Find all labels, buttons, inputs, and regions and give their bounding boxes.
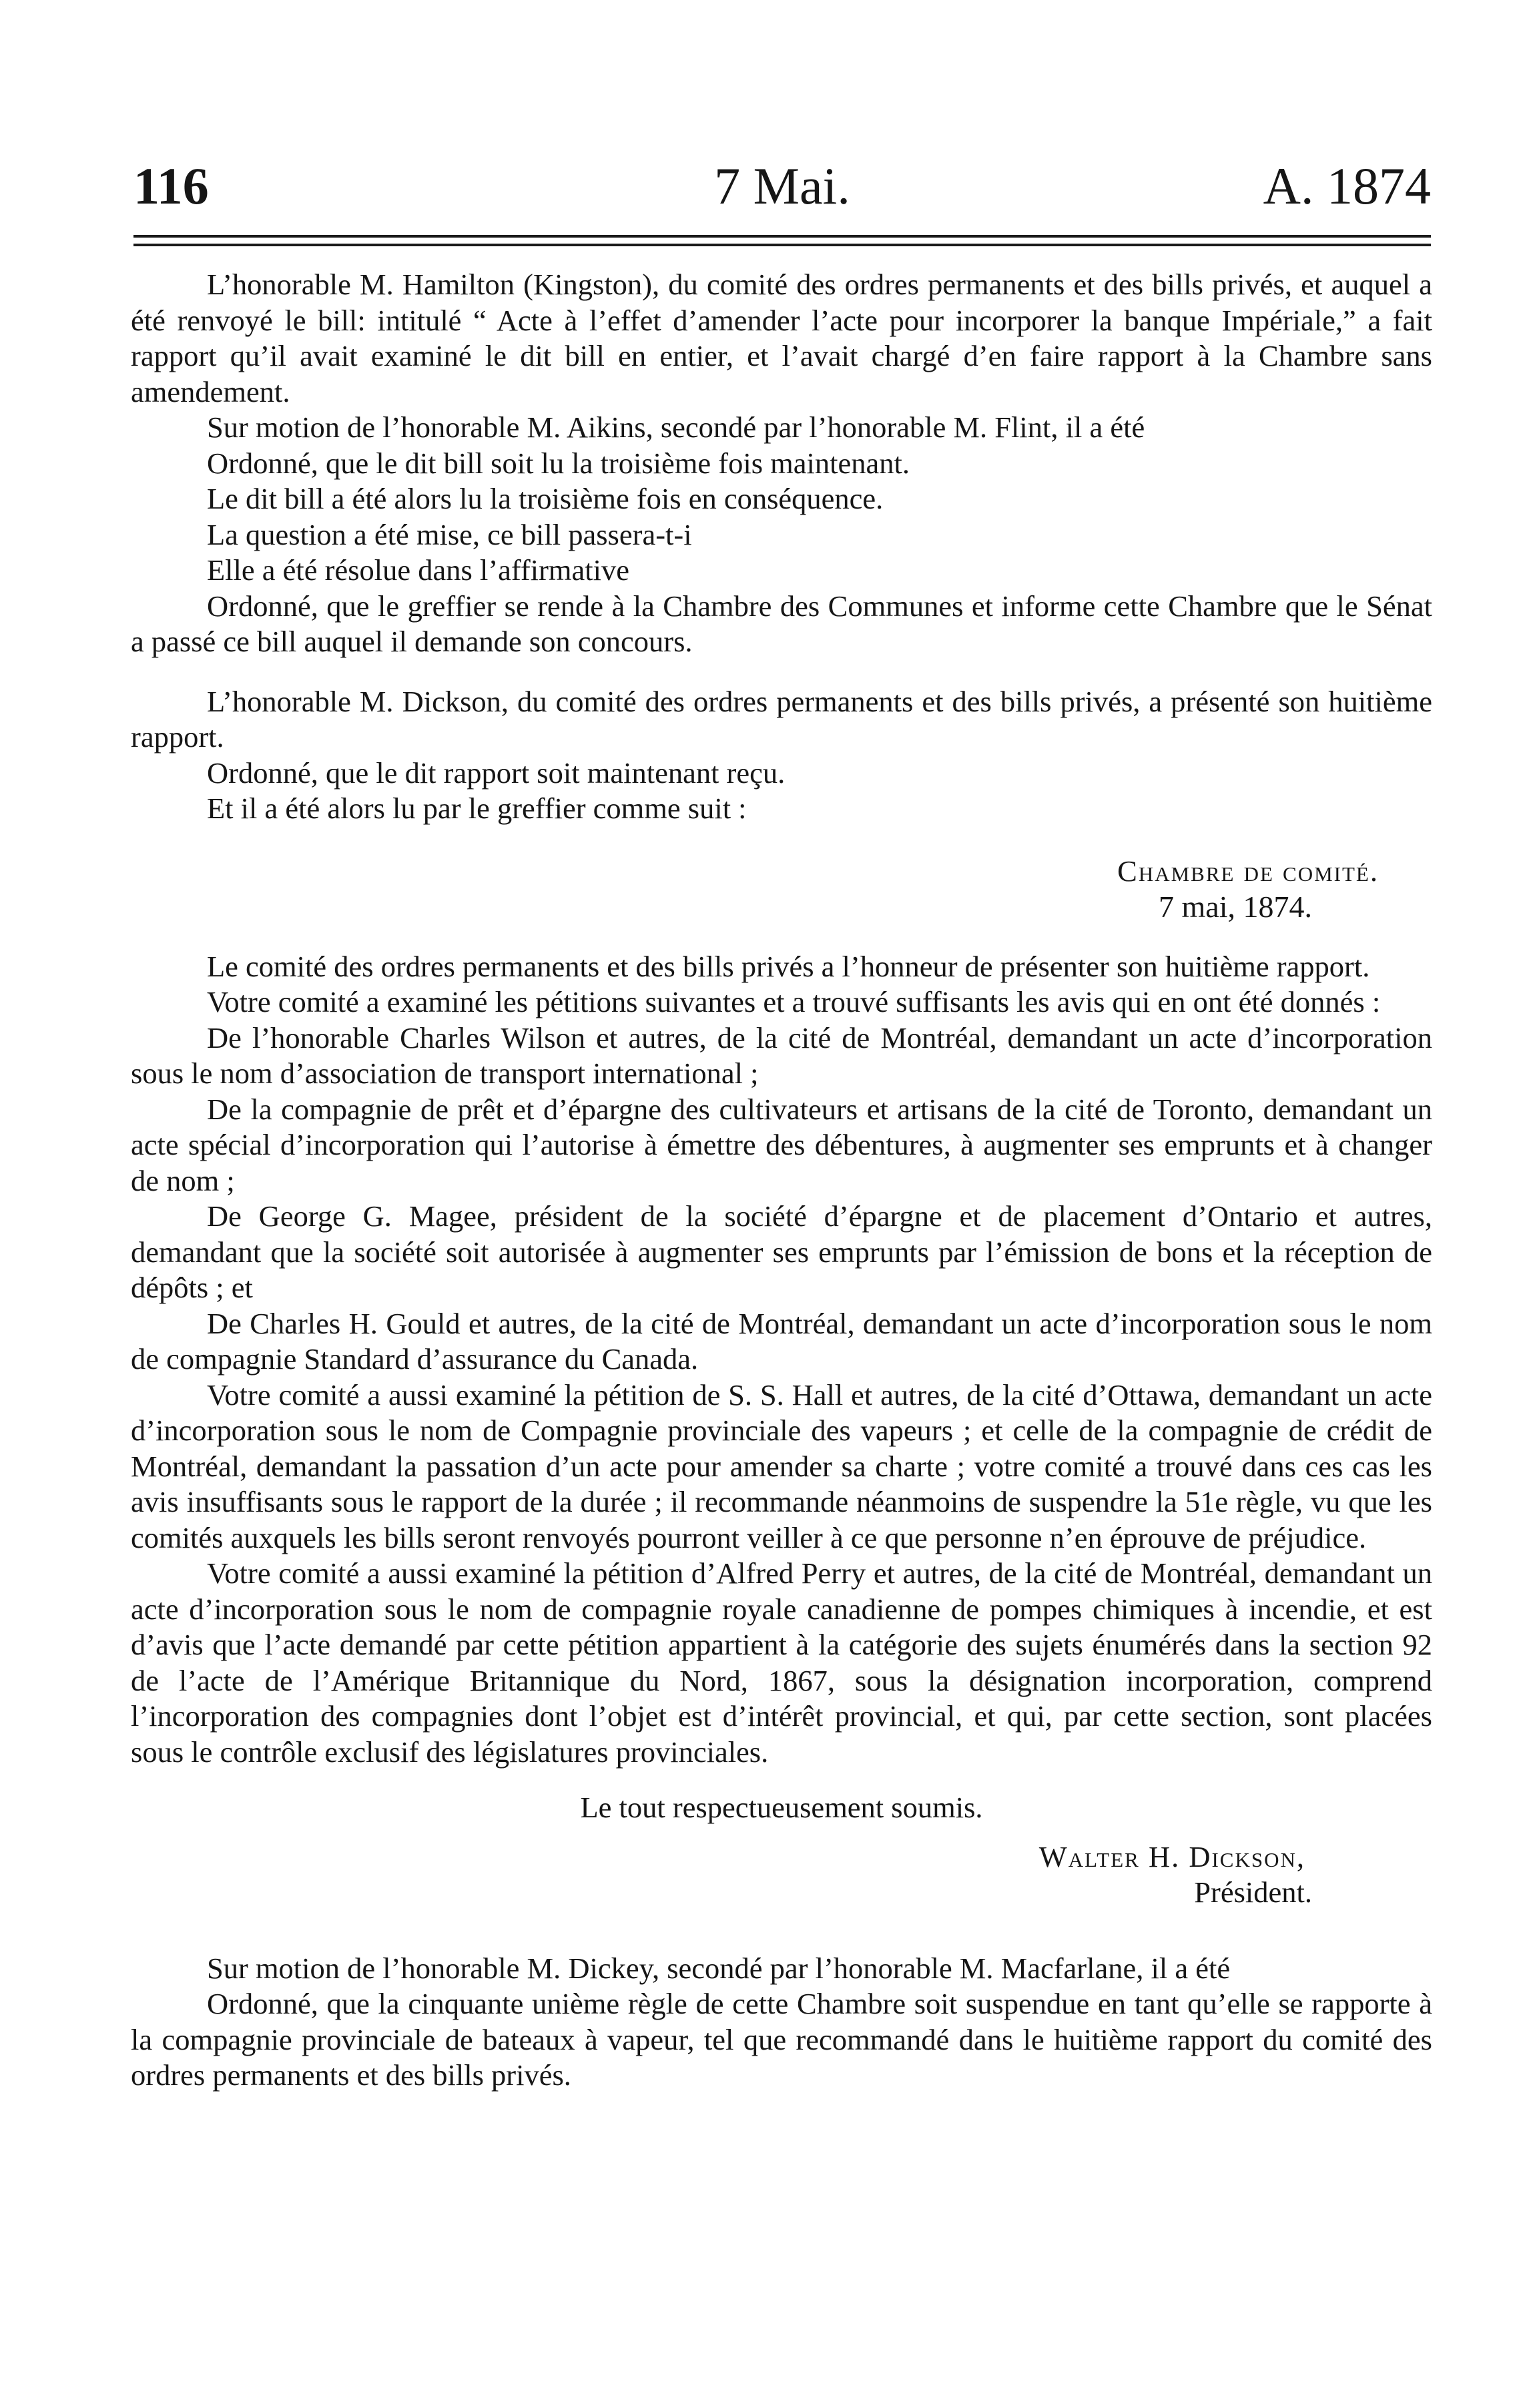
report-paragraph: De George G. Magee, président de la société d’épargne et de placement d’Ontario et autres, demandant que la société soit autorisée à augmenter ses emprunts par l’émission de bons et la réception de dépôts ; et (131, 1199, 1432, 1304)
paragraph: La question a été mise, ce bill passera-t-i (207, 517, 692, 551)
page-header (133, 149, 1431, 223)
report-paragraph: Le comité des ordres permanents et des bills privés a l’honneur de présenter son huitième rapport. (207, 949, 1370, 983)
report-paragraph: Votre comité a aussi examiné la pétition d’Alfred Perry et autres, de la cité de Montréal, demandant un acte d’incorporation sous le nom de compagnie royale canadienne de pompes chimiques à incendie, et est d’avis que l’acte demandé par cette pétition appartient à la catégorie des sujets énumérés dans la section 92 de l’acte de l’Amérique Britannique du Nord, 1867, sous la désignation incorporation, comprend l’incorporation des compagnies dont l’objet est d’intérêt provincial, et qui, par cette section, sont placées sous le contrôle exclusif des législatures provinciales. (131, 1556, 1432, 1769)
paragraph: Et il a été alors lu par le greffier comme suit : (207, 792, 747, 825)
report-date: 7 mai, 1874. (1159, 890, 1312, 924)
report-paragraph: Votre comité a examiné les pétitions suivantes et a trouvé suffisants les avis qui en ont été donnés : (207, 985, 1381, 1018)
paragraph: Sur motion de l’honorable M. Dickey, secondé par l’honorable M. Macfarlane, il a été (207, 1951, 1231, 1985)
paragraph: Ordonné, que le dit rapport soit maintenant reçu. (207, 756, 786, 790)
document-body (131, 267, 1432, 2094)
report-closing: Le tout respectueusement soumis. (580, 1791, 983, 1824)
paragraph: Ordonné, que la cinquante unième règle de cette Chambre soit suspendue en tant qu’elle se rapporte à la compagnie provinciale de bateaux à vapeur, tel que recommandé dans le huitième rapport du comité des ordres permanents et des bills privés. (131, 1987, 1432, 2092)
report-signatory-role: Président. (1194, 1875, 1312, 1909)
paragraph: L’honorable M. Dickson, du comité des ordres permanents et des bills privés, a présenté son huitième rapport. (131, 684, 1432, 754)
report-paragraph: De l’honorable Charles Wilson et autres, de la cité de Montréal, demandant un acte d’incorporation sous le nom d’association de transport international ; (131, 1020, 1432, 1090)
paragraph: Elle a été résolue dans l’affirmative (207, 553, 630, 587)
header-year: A. 1874 (1263, 157, 1431, 215)
report-signatory: Walter H. Dickson, (1038, 1839, 1305, 1873)
paragraph: L’honorable M. Hamilton (Kingston), du comité des ordres permanents et des bills privés, et auquel a été renvoyé le bill: intitulé “ Acte à l’effet d’amender l’acte pour incorporer la banque Impériale,” a fait rapport qu’il avait examiné le dit bill en entier, et l’avait chargé d’en faire rapport à la Chambre sans amendement. (131, 268, 1432, 408)
paragraph: Ordonné, que le dit bill soit lu la troisième fois maintenant. (207, 446, 910, 480)
header-date: 7 Mai. (714, 157, 850, 215)
report-paragraph: Votre comité a aussi examiné la pétition de S. S. Hall et autres, de la cité d’Ottawa, demandant un acte d’incorporation sous le nom de Compagnie provinciale des vapeurs ; et celle de la compagnie de crédit de Montréal, demandant la passation d’un acte pour amender sa charte ; votre comité a trouvé dans ces cas les avis insuffisants sous le rapport de la durée ; il recommande néanmoins de suspendre la 51e règle, vu que les comités auxquels les bills seront renvoyés pourront veiller à ce que personne n’en éprouve de préjudice. (131, 1378, 1432, 1554)
report-paragraph: De la compagnie de prêt et d’épargne des cultivateurs et artisans de la cité de Toronto, demandant un acte spécial d’incorporation qui l’autorise à émettre des débentures, à augmenter ses emprunts et à changer de nom ; (131, 1092, 1432, 1197)
paragraph: Le dit bill a été alors lu la troisième fois en conséquence. (207, 482, 884, 515)
header-rule-top (133, 235, 1431, 238)
header-rule-bottom (133, 244, 1431, 246)
report-place: Chambre de comité. (1117, 854, 1379, 888)
committee-report (131, 854, 1432, 1911)
paragraph: Sur motion de l’honorable M. Aikins, secondé par l’honorable M. Flint, il a été (207, 410, 1145, 444)
report-paragraph: De Charles H. Gould et autres, de la cité de Montréal, demandant un acte d’incorporation sous le nom de compagnie Standard d’assurance du Canada. (131, 1306, 1432, 1376)
header-double-rule (133, 235, 1431, 252)
page-number: 116 (133, 157, 209, 215)
paragraph: Ordonné, que le greffier se rende à la Chambre des Communes et informe cette Chambre que le Sénat a passé ce bill auquel il demande son concours. (131, 589, 1432, 658)
